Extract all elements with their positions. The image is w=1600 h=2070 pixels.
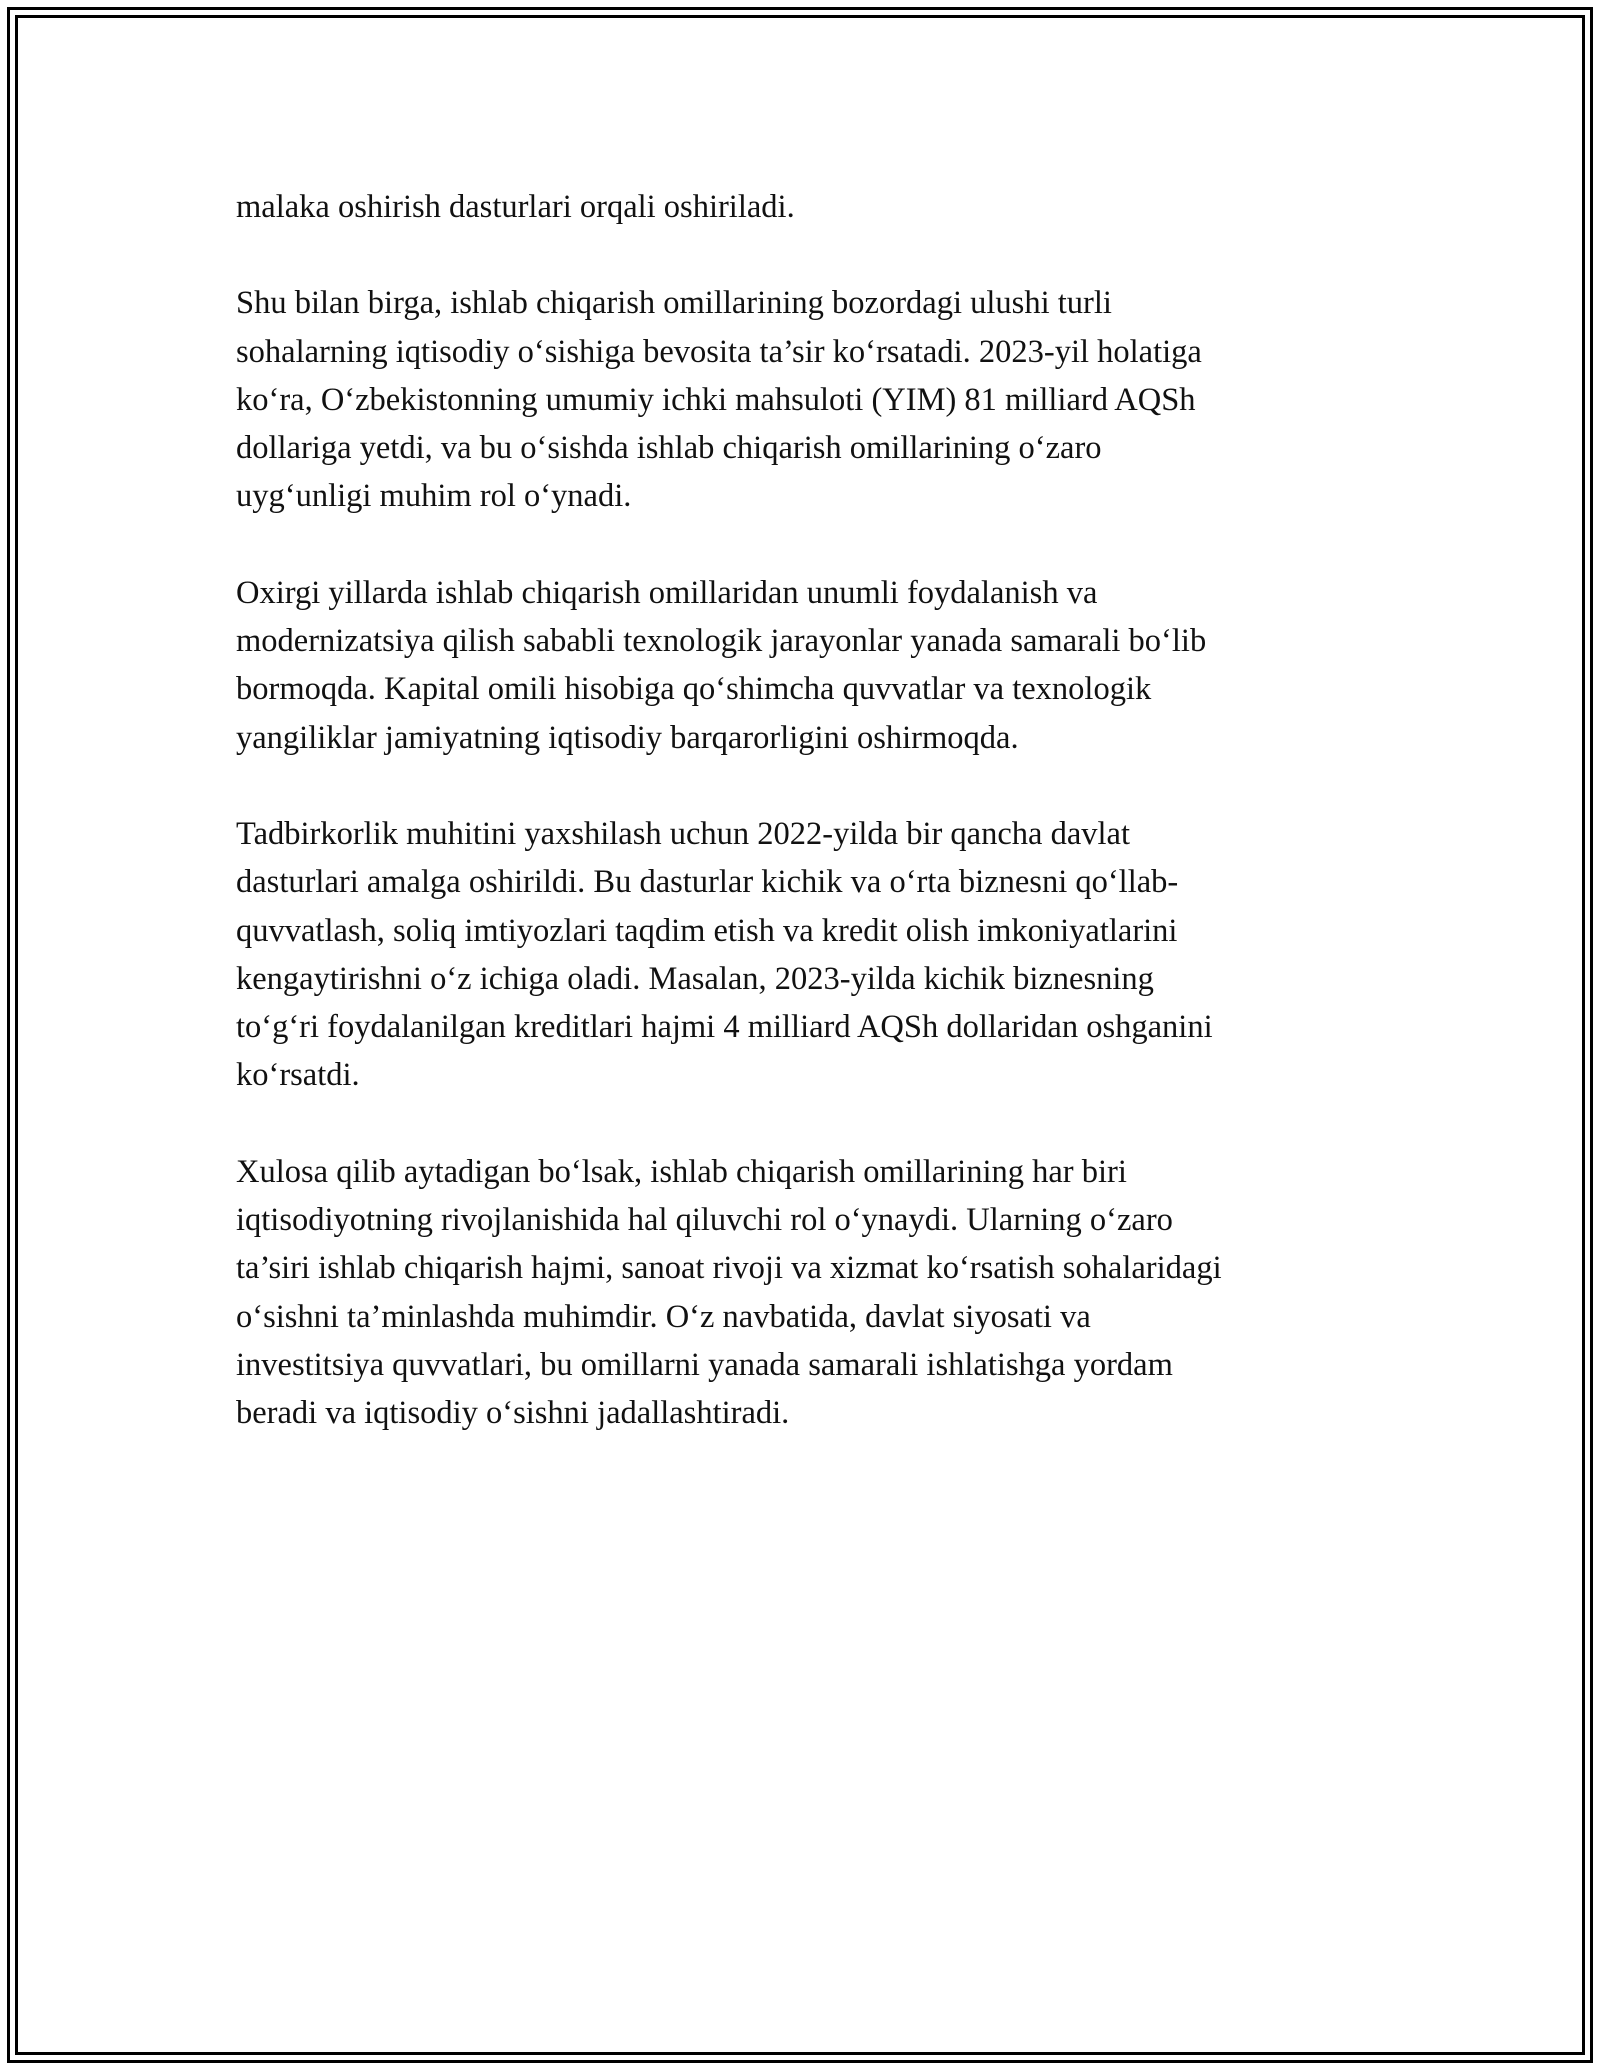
text-line: bormoqda. Kapital omili hisobiga qo‘shimcha quvvatlar va texnologik: [236, 671, 1152, 708]
text-line: dollariga yetdi, va bu o‘sishda ishlab chiqarish omillarining o‘zaro: [236, 430, 1102, 467]
document-body: [236, 183, 1366, 1486]
text-line: uyg‘unligi muhim rol o‘ynadi.: [236, 478, 632, 515]
text-line: to‘g‘ri foydalanilgan kreditlari hajmi 4 milliard AQSh dollaridan oshganini: [236, 1009, 1213, 1046]
text-line: ta’siri ishlab chiqarish hajmi, sanoat rivoji va xizmat ko‘rsatish sohalaridagi: [236, 1250, 1222, 1287]
text-line: investitsiya quvvatlari, bu omillarni yanada samarali ishlatishga yordam: [236, 1346, 1173, 1383]
paragraph-2: [236, 279, 1366, 520]
text-line: yangiliklar jamiyatning iqtisodiy barqarorligini oshirmoqda.: [236, 719, 1019, 756]
text-line: malaka oshirish dasturlari orqali oshiriladi.: [236, 189, 795, 225]
text-line: quvvatlash, soliq imtiyozlari taqdim etish va kredit olish imkoniyatlarini: [236, 912, 1178, 949]
text-line: o‘sishni ta’minlashda muhimdir. O‘z navbatida, davlat siyosati va: [236, 1298, 1091, 1335]
text-line: ko‘ra, O‘zbekistonning umumiy ichki mahsuloti (YIM) 81 milliard AQSh: [236, 381, 1196, 418]
text-line: kengaytirishni o‘z ichiga oladi. Masalan, 2023-yilda kichik biznesning: [236, 960, 1154, 997]
text-line: Shu bilan birga, ishlab chiqarish omillarining bozordagi ulushi turli: [236, 285, 1112, 322]
paragraph-5: [236, 1148, 1366, 1438]
paragraph-3: [236, 569, 1366, 762]
text-line: Tadbirkorlik muhitini yaxshilash uchun 2022-yilda bir qancha davlat: [236, 815, 1130, 852]
text-line: dasturlari amalga oshirildi. Bu dasturlar kichik va o‘rta biznesni qo‘llab-: [236, 864, 1179, 901]
text-line: beradi va iqtisodiy o‘sishni jadallashtiradi.: [236, 1395, 790, 1432]
text-line: iqtisodiyotning rivojlanishida hal qiluvchi rol o‘ynaydi. Ularning o‘zaro: [236, 1202, 1173, 1239]
text-line: ko‘rsatdi.: [236, 1057, 360, 1094]
paragraph-4: [236, 810, 1366, 1100]
text-line: Xulosa qilib aytadigan bo‘lsak, ishlab chiqarish omillarining har biri: [236, 1153, 1127, 1190]
text-line: sohalarning iqtisodiy o‘sishiga bevosita ta’sir ko‘rsatadi. 2023-yil holatiga: [236, 333, 1202, 370]
text-line: modernizatsiya qilish sababli texnologik jarayonlar yanada samarali bo‘lib: [236, 623, 1207, 660]
paragraph-1: [236, 183, 1366, 231]
text-line: Oxirgi yillarda ishlab chiqarish omillaridan unumli foydalanish va: [236, 574, 1098, 611]
